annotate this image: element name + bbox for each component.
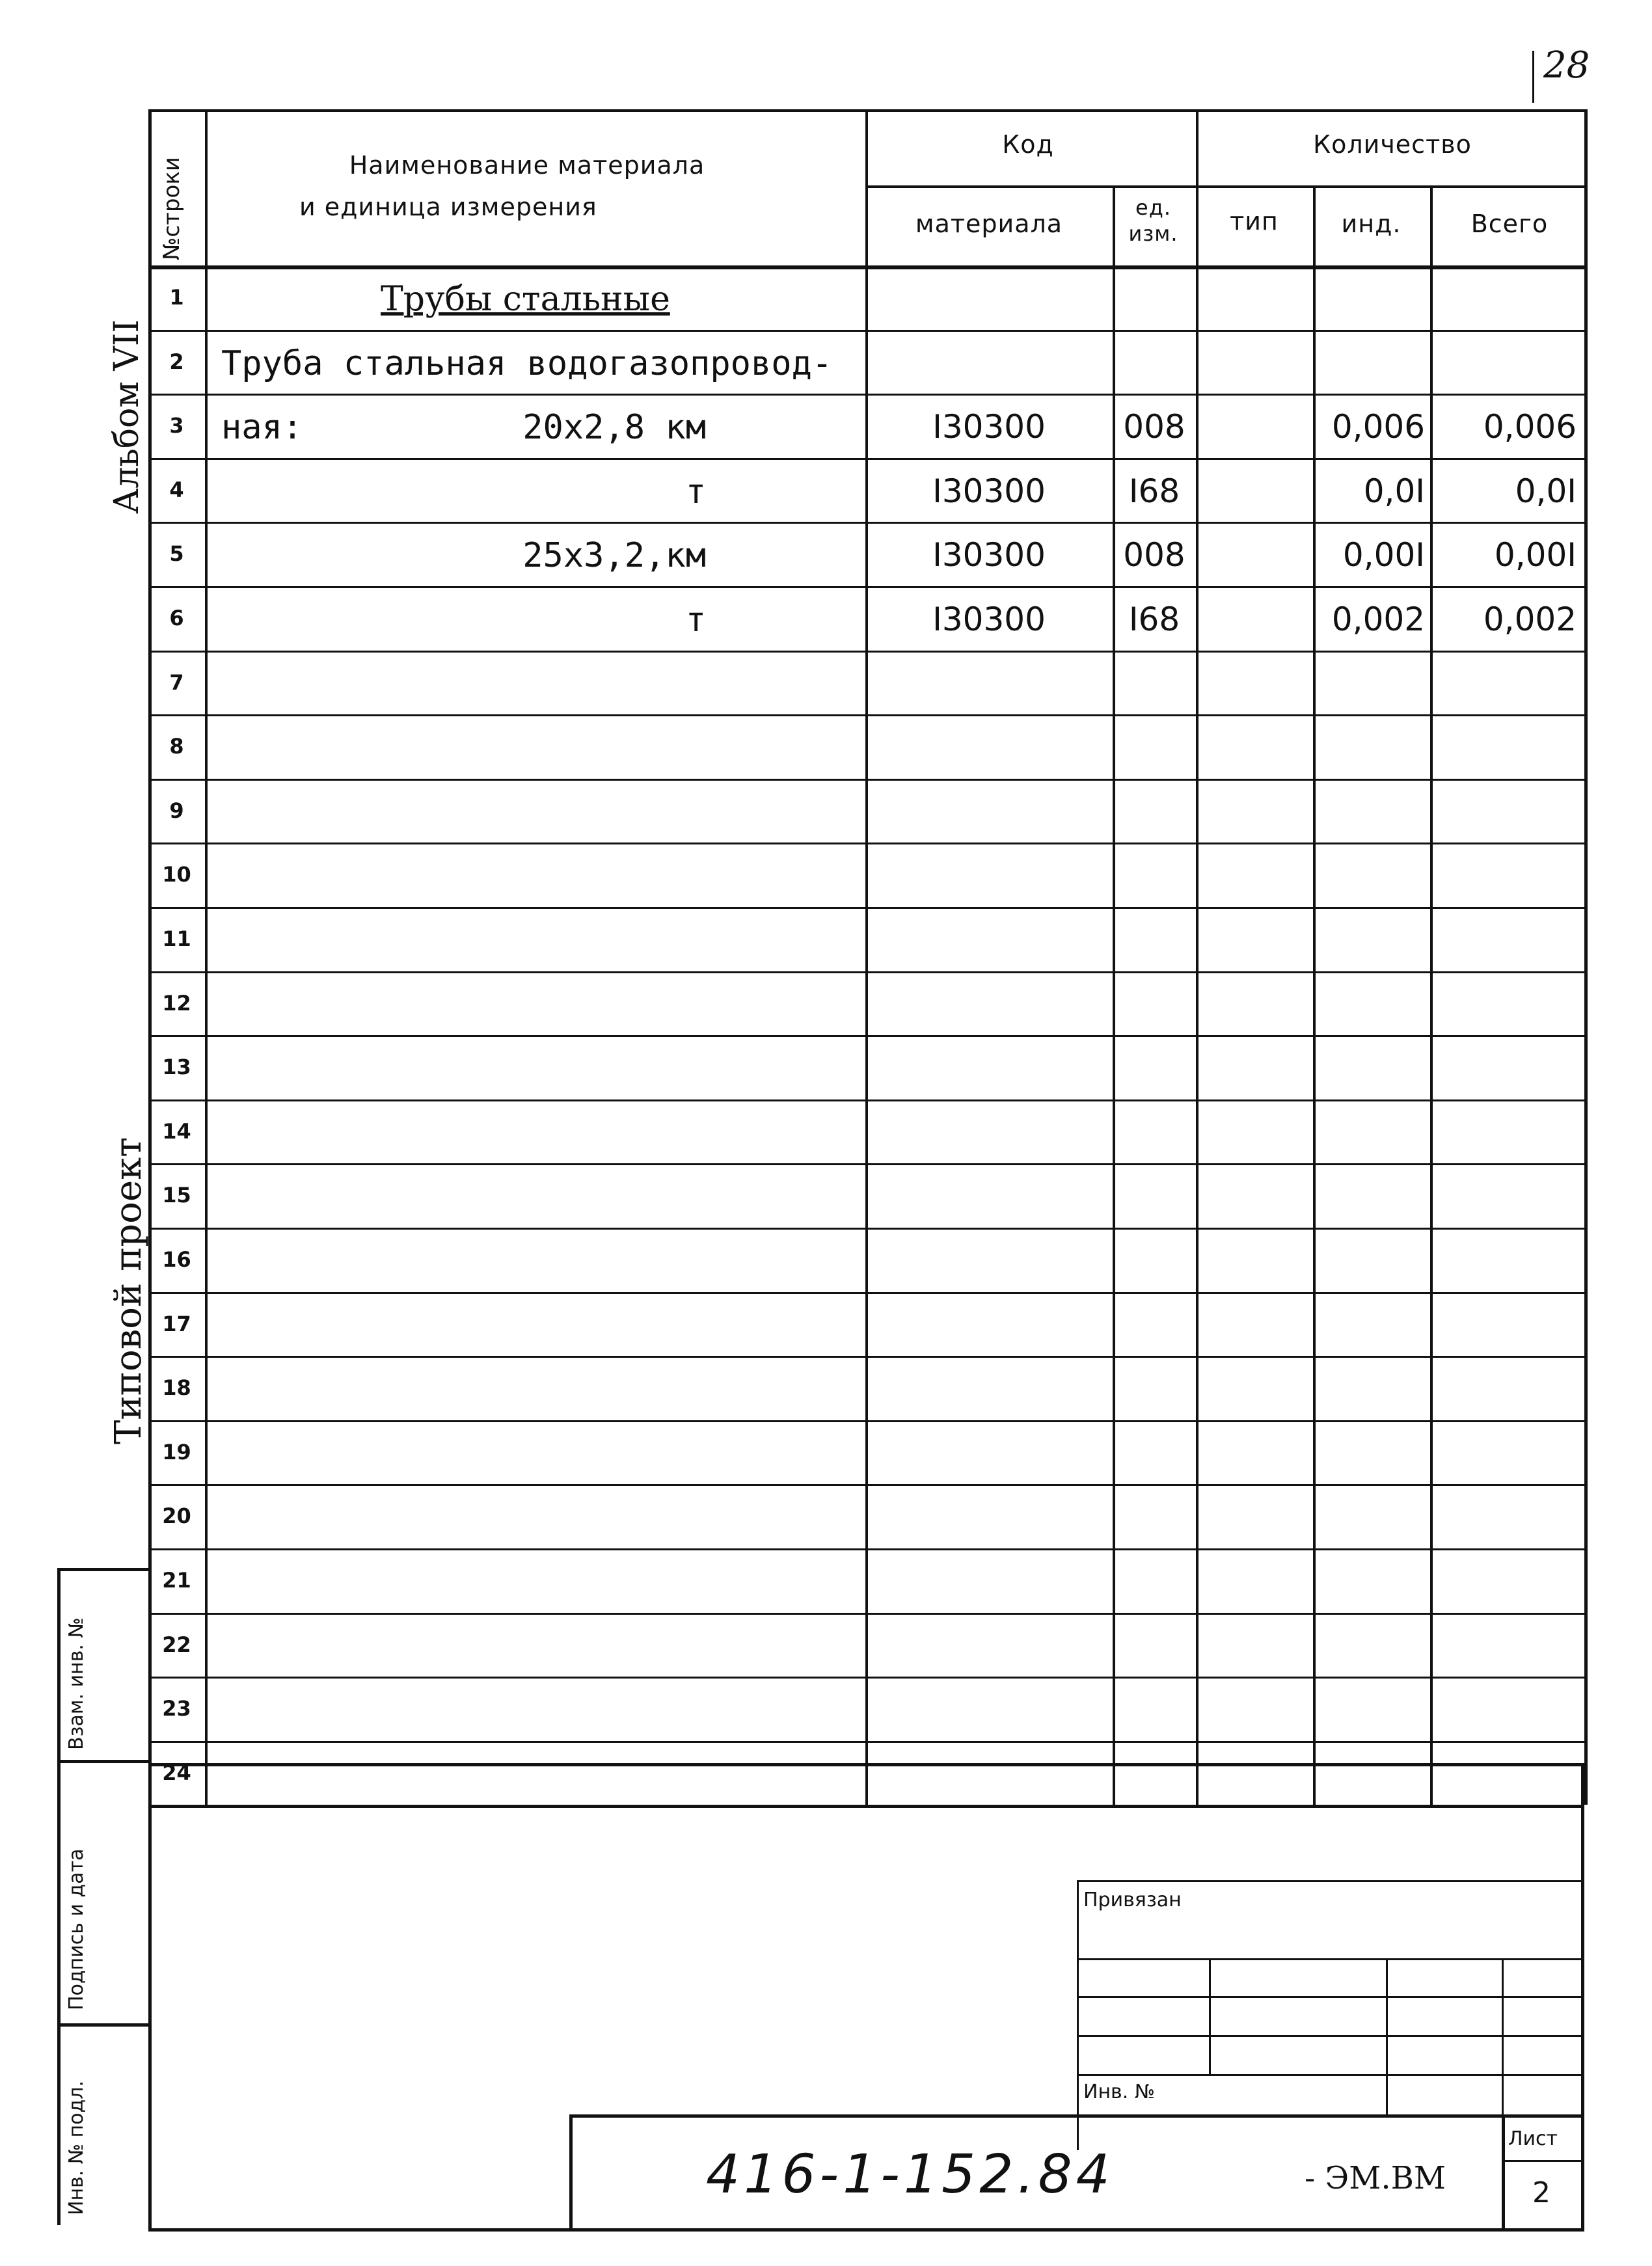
row-size: т — [685, 472, 706, 511]
row-number: 22 — [162, 1632, 191, 1657]
project-label: Типовой проект — [107, 1137, 150, 1444]
code-header: Код — [1002, 130, 1054, 159]
row-number: 7 — [169, 669, 184, 695]
row-number: 18 — [162, 1375, 191, 1401]
row-number: 1 — [169, 285, 184, 310]
bound-label: Привязан — [1083, 1889, 1182, 1911]
row-number: 13 — [162, 1055, 191, 1080]
replace-inv-label: Взам. инв. № — [65, 1617, 88, 1750]
row-number: 14 — [162, 1118, 191, 1144]
row-number: 21 — [162, 1568, 191, 1593]
row-number: 3 — [169, 413, 184, 438]
sheet-label: Лист — [1508, 2127, 1558, 2150]
sheet-number: 2 — [1532, 2176, 1550, 2209]
row-number-header: №строки — [159, 157, 185, 260]
row-number: 8 — [169, 734, 184, 759]
doc-suffix: - ЭМ.ВМ — [1305, 2160, 1446, 2196]
row-number: 4 — [169, 477, 184, 502]
qty-ind: 0,0I — [1363, 472, 1425, 510]
row-number: 9 — [169, 798, 184, 823]
row-number: 2 — [169, 349, 184, 374]
row-size: 20х2,8 км — [522, 408, 706, 448]
qty-ind: 0,00I — [1342, 536, 1425, 574]
name-header-line1: Наименование материала — [349, 151, 705, 180]
row-number: 11 — [162, 926, 191, 951]
row-number: 17 — [162, 1311, 191, 1336]
qty-ind: 0,006 — [1331, 408, 1425, 446]
quantity-header: Количество — [1313, 130, 1472, 159]
row-number: 15 — [162, 1183, 191, 1208]
unit-code: I68 — [1128, 472, 1180, 510]
row-size: т — [685, 600, 706, 640]
row-number: 6 — [169, 606, 184, 630]
material-code: I30300 — [932, 600, 1046, 638]
row-number: 10 — [162, 862, 191, 887]
unit-header-line1: ед. — [1135, 195, 1171, 220]
row-number: 12 — [162, 990, 191, 1016]
inv-no-label: Инв. № — [1083, 2081, 1156, 2103]
album-label: Альбом VII — [107, 319, 146, 514]
page-number: 28 — [1543, 44, 1590, 87]
doc-number: 416-1-152.84 — [706, 2144, 1114, 2205]
material-code: I30300 — [932, 536, 1046, 574]
row-size: 25х3,2,км — [522, 536, 706, 576]
qty-ind: 0,002 — [1331, 600, 1425, 638]
row-number: 24 — [162, 1760, 191, 1785]
row-number: 23 — [162, 1696, 191, 1721]
row-number: 5 — [169, 541, 184, 567]
row-number: 19 — [162, 1439, 191, 1464]
row-name: ная: — [221, 408, 303, 448]
material-header: материала — [915, 209, 1063, 238]
qty-total: 0,00I — [1494, 536, 1577, 574]
qty-total: 0,006 — [1483, 408, 1577, 446]
unit-code: I68 — [1128, 600, 1180, 638]
unit-header-line2: изм. — [1128, 221, 1178, 246]
unit-code: 008 — [1123, 536, 1185, 574]
unit-code: 008 — [1123, 408, 1185, 446]
qty-total: 0,0I — [1515, 472, 1577, 510]
total-header: Всего — [1470, 209, 1549, 238]
name-header-line2: и единица измерения — [299, 193, 597, 221]
qty-total: 0,002 — [1483, 600, 1577, 638]
row-number: 20 — [162, 1504, 191, 1529]
inv-orig-label: Инв. № подл. — [65, 2081, 88, 2215]
material-code: I30300 — [932, 408, 1046, 446]
sign-date-label: Подпись и дата — [65, 1848, 88, 2010]
section-title: Трубы стальные — [381, 280, 670, 319]
type-header: тип — [1230, 207, 1279, 236]
row-name: Труба стальная водогазопровод- — [221, 344, 833, 383]
material-code: I30300 — [932, 472, 1046, 510]
ind-header: инд. — [1341, 209, 1401, 238]
row-number: 16 — [162, 1247, 191, 1272]
